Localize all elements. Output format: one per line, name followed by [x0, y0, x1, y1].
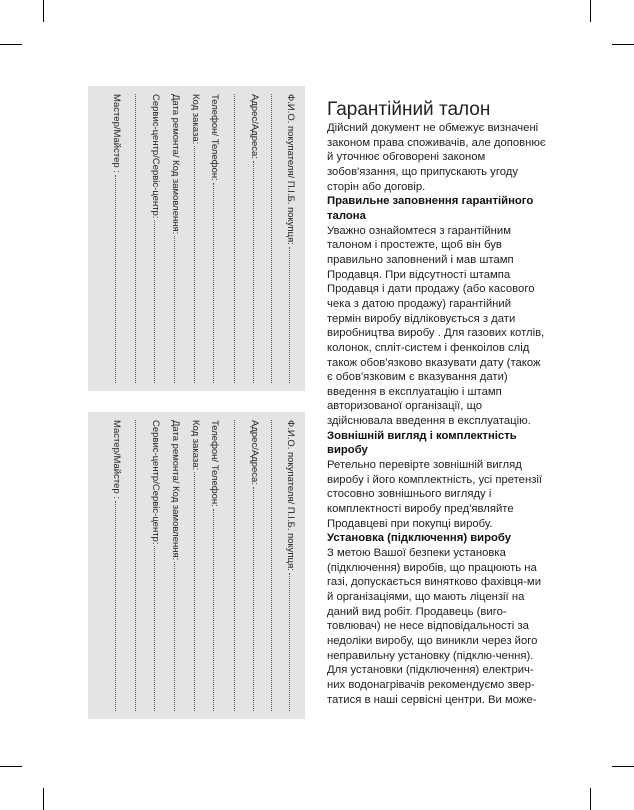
coupon-field-phone [208, 412, 220, 719]
fill-line [234, 94, 235, 383]
fill-line [213, 183, 214, 383]
fill-line [253, 487, 254, 711]
coupon-blank-line [130, 86, 142, 391]
fill-line [135, 420, 136, 711]
fill-line [154, 220, 155, 383]
coupon-field-label-fio: Ф.И.О. покупателя/ П.І.Б. покупця: [285, 94, 296, 245]
section-paragraph: Уважно ознайомтеся з гарантійним талоном і простежте, щоб він був правильно заповнений і мав штамп Продавця. При відсутності штампа Продавця і дати продажу (або касового чека з датою продажу) гарантійний термін виробу відліковується з дати виробництва виробу . Для газових котлів, колонок, спліт-систем і фенкоілов слід також обов'язково вказувати дату (також є обов'язковим є вказування дати) введення в експлуатацію і штамп авторизованої організації, що здійснювала введення в експлуатацію. [327, 224, 545, 428]
coupon-field-order-code [189, 412, 201, 719]
coupon-field-service [149, 412, 161, 719]
section-paragraph: Для установки (підключення) електрич-них водонагрівачів рекомендуємо звер-татися в наші сервісні центри. Ви може- [327, 664, 537, 706]
warranty-coupon-1-fields [88, 86, 305, 391]
coupon-field-label-service: Сервис-центр/Сервіс-центр: [150, 94, 161, 219]
section-heading: Зовнішній вигляд і комплектність виробу [327, 429, 517, 457]
coupon-field-label-order-code: Код заказа: [190, 420, 201, 471]
crop-mark [590, 0, 591, 22]
coupon-blank-line [266, 86, 278, 391]
fill-line [253, 161, 254, 383]
fill-line [194, 146, 195, 383]
section-heading: Правильне заповнення гарантійного талона [327, 195, 534, 222]
coupon-field-repair-date [169, 412, 181, 719]
coupon-field-label-master: Мастер/Майстер : [111, 94, 122, 173]
coupon-field-master [110, 86, 122, 391]
coupon-blank-line [266, 412, 278, 719]
crop-mark [612, 44, 634, 45]
coupon-field-label-order-code: Код заказа: [190, 94, 201, 145]
crop-mark [0, 766, 22, 767]
coupon-field-fio [284, 412, 296, 719]
warranty-text [327, 121, 547, 707]
fill-line [271, 94, 272, 383]
coupon-blank-line [130, 412, 142, 719]
coupon-field-label-fio: Ф.И.О. покупателя/ П.І.Б. покупця: [285, 420, 296, 571]
coupon-field-repair-date [169, 86, 181, 391]
coupon-field-master [110, 412, 122, 719]
fill-line [115, 501, 116, 711]
coupon-field-address [248, 412, 260, 719]
coupon-blank-line [229, 86, 241, 391]
crop-mark [590, 788, 591, 810]
fill-line [135, 94, 136, 383]
fill-line [174, 236, 175, 383]
coupon-field-address [248, 86, 260, 391]
coupon-field-label-repair-date: Дата ремонта/ Код замовлення: [170, 94, 181, 235]
fill-line [174, 562, 175, 711]
crop-mark [612, 766, 634, 767]
fill-line [271, 420, 272, 711]
fill-line [194, 472, 195, 711]
page-title: Гарантійний талон [327, 98, 491, 120]
coupon-field-fio [284, 86, 296, 391]
crop-mark [43, 788, 44, 810]
section-paragraph: Ретельно перевірте зовнішній вигляд виробу і його комплектність, усі претензії стосовно зовнішнього вигляду і комплектності виробу пред'являйте Продавцеві при покупці виробу. [327, 459, 543, 530]
coupon-field-label-address: Адрес/Адреса: [249, 94, 260, 159]
fill-line [289, 573, 290, 711]
section-paragraph: З метою Вашої безпеки установка (підключення) виробів, що працюють на газі, допускається винятково фахівця-ми й організаціями, що мають ліцензії на даний вид робіт. Продавець (виго-товлювач) не несе відповідальності за недоліки виробу, що виникли через його неправильну установку (підклю-чення). [327, 547, 542, 662]
warranty-coupon-2 [88, 412, 305, 719]
coupon-field-phone [208, 86, 220, 391]
coupon-field-service [149, 86, 161, 391]
coupon-field-label-phone: Телефон/ Телефон: [209, 94, 220, 181]
fill-line [213, 509, 214, 711]
crop-mark [0, 44, 22, 45]
coupon-field-label-phone: Телефон/ Телефон: [209, 420, 220, 507]
coupon-field-order-code [189, 86, 201, 391]
coupon-field-label-master: Мастер/Майстер : [111, 420, 122, 499]
coupon-field-label-repair-date: Дата ремонта/ Код замовлення: [170, 420, 181, 561]
section-heading: Установка (підключення) виробу [327, 532, 512, 545]
fill-line [289, 247, 290, 383]
coupon-blank-line [229, 412, 241, 719]
coupon-field-label-service: Сервис-центр/Сервіс-центр: [150, 420, 161, 545]
coupon-field-label-address: Адрес/Адреса: [249, 420, 260, 485]
fill-line [115, 175, 116, 383]
fill-line [234, 420, 235, 711]
crop-mark [43, 0, 44, 22]
intro-paragraph: Дійсний документ не обмежує визначені законом права споживачів, але доповнює й уточнює обговорені законом зобов'язання, що припускають угоду сторін або договір. [327, 122, 546, 193]
fill-line [154, 546, 155, 711]
